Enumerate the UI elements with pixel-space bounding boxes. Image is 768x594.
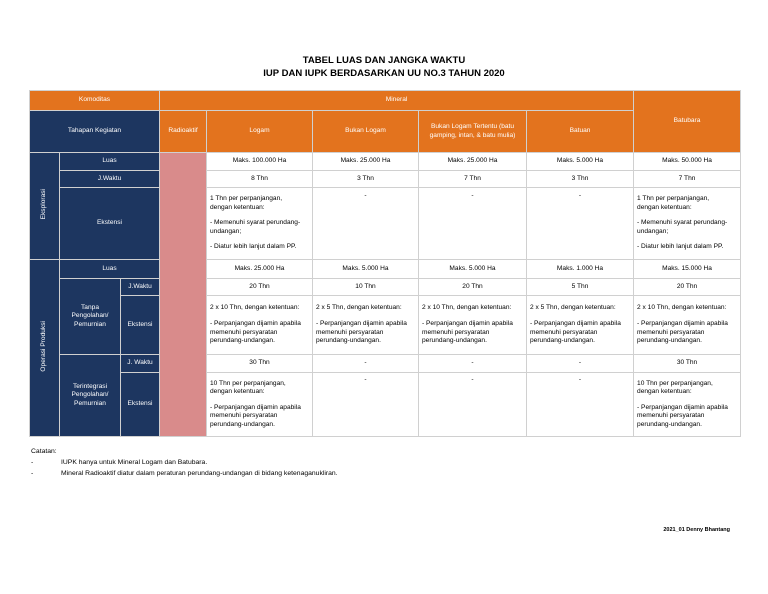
terintegrasi-jwaktu-batuan: - [527, 355, 634, 373]
terintegrasi-jwaktu-logam: 30 Thn [207, 355, 313, 373]
eksplorasi-jwaktu-bukan-logam-tertentu: 7 Thn [419, 171, 527, 188]
eksplorasi-ekstensi-bukan-logam-tertentu: - [419, 188, 527, 260]
note-1: IUPK hanya untuk Mineral Logam dan Batubara. [61, 459, 208, 466]
terintegrasi-jwaktu-batubara: 30 Thn [634, 355, 741, 373]
notes [31, 446, 338, 479]
note-2: Mineral Radioaktif diatur dalam peraturan perundang-undangan di bidang ketenaganukliran. [61, 470, 338, 477]
eksplorasi-luas-batuan: Maks. 5.000 Ha [527, 153, 634, 171]
note-item: - Mineral Radioaktif diatur dalam peraturan perundang-undangan di bidang ketenaganukliran. [31, 470, 338, 477]
label-ekstensi: Ekstensi [60, 188, 160, 260]
operasi-luas-bukan-logam: Maks. 5.000 Ha [313, 260, 419, 279]
label-luas-operasi: Luas [60, 260, 160, 279]
tanpa-ekstensi-logam: 2 x 10 Thn, dengan ketentuan: - Perpanjangan dijamin apabila memenuhi persyaratan perundang-undangan. [207, 296, 313, 355]
terintegrasi-jwaktu-bukan-logam: - [313, 355, 419, 373]
label-jwaktu: J.Waktu [60, 171, 160, 188]
tanpa-jwaktu-bukan-logam: 10 Thn [313, 279, 419, 296]
radioaktif-column [160, 153, 207, 437]
operasi-luas-bukan-logam-tertentu: Maks. 5.000 Ha [419, 260, 527, 279]
header-bukan-logam: Bukan Logam [313, 111, 419, 153]
eksplorasi-ekstensi-batubara: 1 Thn per perpanjangan, dengan ketentuan: - Memenuhi syarat perundang- undangan; - Diatur lebih lanjut dalam PP. [634, 188, 741, 260]
tanpa-ekstensi-bukan-logam: 2 x 5 Thn, dengan ketentuan: - Perpanjangan dijamin apabila memenuhi persyaratan perundang-undangan. [313, 296, 419, 355]
eksplorasi-luas-bukan-logam-tertentu: Maks. 25.000 Ha [419, 153, 527, 171]
operasi-luas-batuan: Maks. 1.000 Ha [527, 260, 634, 279]
terintegrasi-jwaktu-bukan-logam-tertentu: - [419, 355, 527, 373]
header-batuan: Batuan [527, 111, 634, 153]
header-tahapan-kegiatan: Tahapan Kegiatan [30, 111, 160, 153]
header-logam: Logam [207, 111, 313, 153]
label-jwaktu-tanpa: J.Waktu [121, 279, 160, 296]
tanpa-jwaktu-batubara: 20 Thn [634, 279, 741, 296]
eksplorasi-jwaktu-logam: 8 Thn [207, 171, 313, 188]
header-komoditas: Komoditas [30, 91, 160, 111]
label-jwaktu-terintegrasi: J. Waktu [121, 355, 160, 373]
eksplorasi-jwaktu-batuan: 3 Thn [527, 171, 634, 188]
tanpa-ekstensi-batubara: 2 x 10 Thn, dengan ketentuan: - Perpanjangan dijamin apabila memenuhi persyaratan perundang-undangan. [634, 296, 741, 355]
terintegrasi-ekstensi-batubara: 10 Thn per perpanjangan, dengan ketentuan: - Perpanjangan dijamin apabila memenuhi persyaratan perundang-undangan. [634, 373, 741, 437]
terintegrasi-ekstensi-batuan: - [527, 373, 634, 437]
tanpa-ekstensi-batuan: 2 x 5 Thn, dengan ketentuan: - Perpanjangan dijamin apabila memenuhi persyaratan perundang-undangan. [527, 296, 634, 355]
eksplorasi-jwaktu-batubara: 7 Thn [634, 171, 741, 188]
label-luas: Luas [60, 153, 160, 171]
operasi-luas-batubara: Maks. 15.000 Ha [634, 260, 741, 279]
eksplorasi-luas-batubara: Maks. 50.000 Ha [634, 153, 741, 171]
terintegrasi-ekstensi-bukan-logam-tertentu: - [419, 373, 527, 437]
luas-jangka-waktu-table [29, 90, 741, 437]
eksplorasi-luas-logam: Maks. 100.000 Ha [207, 153, 313, 171]
tanpa-jwaktu-bukan-logam-tertentu: 20 Thn [419, 279, 527, 296]
label-ekstensi-terintegrasi: Ekstensi [121, 373, 160, 437]
section-eksplorasi: Eksplorasi [30, 153, 60, 260]
eksplorasi-ekstensi-bukan-logam: - [313, 188, 419, 260]
header-mineral: Mineral [160, 91, 634, 111]
tanpa-jwaktu-logam: 20 Thn [207, 279, 313, 296]
tanpa-jwaktu-batuan: 5 Thn [527, 279, 634, 296]
title-line-2: IUP DAN IUPK BERDASARKAN UU NO.3 TAHUN 2020 [263, 68, 505, 79]
terintegrasi-ekstensi-logam: 10 Thn per perpanjangan, dengan ketentuan: - Perpanjangan dijamin apabila memenuhi persyaratan perundang-undangan. [207, 373, 313, 437]
section-operasi-produksi: Operasi Produksi [30, 260, 60, 437]
eksplorasi-ekstensi-logam: 1 Thn per perpanjangan, dengan ketentuan: - Memenuhi syarat perundang- undangan; - Diatur lebih lanjut dalam PP. [207, 188, 313, 260]
eksplorasi-luas-bukan-logam: Maks. 25.000 Ha [313, 153, 419, 171]
label-tanpa-pengolahan: Tanpa Pengolahan/ Pemurnian [60, 279, 121, 355]
label-terintegrasi-pengolahan: Terintegrasi Pengolahan/ Pemurnian [60, 355, 121, 437]
operasi-luas-logam: Maks. 25.000 Ha [207, 260, 313, 279]
eksplorasi-ekstensi-batuan: - [527, 188, 634, 260]
header-bukan-logam-tertentu: Bukan Logam Tertentu (batu gamping, intan, & batu mulia) [419, 111, 527, 153]
eksplorasi-jwaktu-bukan-logam: 3 Thn [313, 171, 419, 188]
notes-heading: Catatan: [31, 448, 57, 455]
terintegrasi-ekstensi-bukan-logam: - [313, 373, 419, 437]
title-line-1: TABEL LUAS DAN JANGKA WAKTU [302, 55, 466, 66]
footer-credit: 2021_01 Denny Bhantang [663, 527, 730, 533]
note-item: - IUPK hanya untuk Mineral Logam dan Batubara. [31, 459, 208, 466]
tanpa-ekstensi-bukan-logam-tertentu: 2 x 10 Thn, dengan ketentuan: - Perpanjangan dijamin apabila memenuhi persyaratan perundang-undangan. [419, 296, 527, 355]
header-batubara: Batubara [634, 91, 741, 153]
label-ekstensi-tanpa: Ekstensi [121, 296, 160, 355]
header-radioaktif: Radioaktif [160, 111, 207, 153]
